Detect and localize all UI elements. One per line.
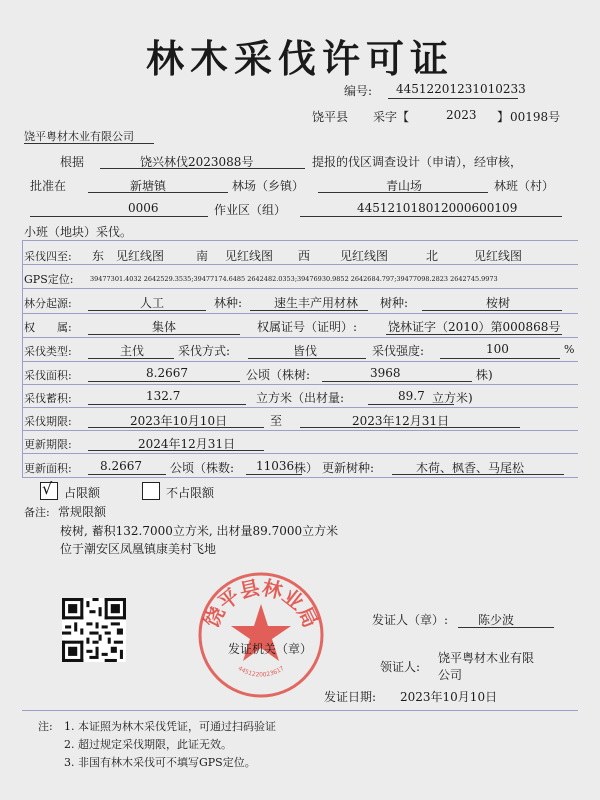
issue-date-label: 发证日期: [324, 690, 377, 704]
renew-period-value: 2024年12月31日 [138, 437, 236, 451]
gps-label: GPS定位: [24, 273, 74, 286]
boundary-west-label: 西 [298, 249, 311, 263]
seal-text: 饶平县林业局 [199, 575, 323, 632]
harvest-intensity-label: 采伐强度: [372, 344, 425, 358]
harvest-type-label: 采伐类型: [24, 345, 72, 358]
remarks-line1: 常规限额 [58, 505, 107, 519]
checkmark-icon: √ [42, 479, 53, 498]
forest-type-label: 林种: [214, 296, 243, 310]
permit-char: 采字【 [373, 110, 410, 124]
quota-checked-label: 占限额 [64, 486, 101, 500]
workarea-id: 44512101801200060010​9 [357, 201, 518, 215]
renew-area-unit: 公顷（株数: [170, 461, 235, 475]
period-start: 2023年10月10日 [130, 414, 228, 428]
note-2: 2. 超过规定采伐期限，此证无效。 [64, 738, 232, 751]
area-value: 8.2667 [146, 366, 188, 380]
seal-code: 4451220023617 [236, 664, 286, 679]
boundary-north-label: 北 [426, 249, 439, 263]
workarea-code: 0006 [128, 201, 159, 215]
boundary-east-label: 东 [92, 249, 105, 263]
remarks-label: 备注: [24, 506, 50, 519]
area-unit: 公顷（株树: [246, 368, 311, 382]
harvest-method-label: 采伐方式: [178, 344, 231, 358]
quota-checkbox-checked[interactable] [40, 479, 58, 500]
serial-number: 4451220123101023​3 [396, 82, 526, 96]
boundary-label: 采伐四至: [24, 250, 72, 263]
permit-bracket-close: 】 [497, 110, 510, 124]
boundary-east: 见红线图 [116, 249, 165, 263]
approve-town: 新塘镇 [130, 179, 167, 193]
basis-label: 根据 [60, 155, 85, 169]
period-to: 至 [270, 414, 283, 428]
origin-value: 人工 [140, 296, 165, 310]
boundary-west: 见红线图 [340, 249, 389, 263]
boundary-south-label: 南 [196, 249, 209, 263]
renew-area-trees: 11036 [256, 459, 295, 473]
gps-value: 39477301.4032 2642529.3535;39477174.6485 2642482.0353;39476930.9852 2642684.797;39477098.2823 2642745.9973 [90, 275, 498, 283]
notes-label: 注: [38, 720, 53, 733]
workarea-label: 作业区（组） [214, 203, 287, 217]
approve-label: 批准在 [30, 179, 67, 193]
basis-doc: 饶兴林伐2023088号 [140, 155, 254, 169]
permit-year: 2023 [446, 108, 477, 122]
receiver-label: 领证人: [380, 660, 421, 674]
area-trees: 3968 [370, 366, 401, 380]
permit-title: 林木采伐许可证 [145, 36, 454, 81]
farm-label: 林场（乡镇） [232, 179, 305, 193]
authority-label: 发证机关（章） [228, 642, 313, 656]
area-label: 采伐面积: [24, 369, 72, 382]
remarks-line2: 桉树, 蓄积132.7000立方米, 出材量89.7000立方米 [60, 524, 339, 538]
period-end: 2023年12月31日 [352, 414, 450, 428]
intensity-pct: % [564, 343, 575, 356]
volume-unit: 立方米（出材量: [256, 391, 345, 405]
cert-label: 权属证号（证明）: [257, 320, 358, 334]
volume-value: 132.7 [146, 389, 181, 403]
species-label: 树种: [380, 296, 409, 310]
issuer-label: 发证人（章）: [372, 613, 449, 627]
volume-yield: 89.7 [398, 389, 425, 403]
remarks-line3: 位于潮安区凤凰镇康美村飞地 [60, 542, 217, 556]
official-seal [196, 570, 326, 700]
boundary-north: 见红线图 [474, 249, 523, 263]
receiver-name-2: 公司 [438, 668, 463, 682]
basis-text: 提报的伐区调查设计（申请），经审核， [312, 155, 523, 169]
permit-number: 00198号 [510, 110, 561, 124]
renew-area-label: 更新面积: [24, 462, 72, 475]
ownership-value: 集体 [152, 320, 177, 334]
company-name: 饶平粤材木业有限公司 [24, 130, 134, 143]
class-label: 林班（村） [494, 179, 555, 193]
county: 饶平县 [312, 110, 349, 124]
volume-label: 采伐蓄积: [24, 392, 72, 405]
boundary-south: 见红线图 [225, 249, 274, 263]
renew-area-value: 8.2667 [100, 459, 142, 473]
renew-period-label: 更新期限: [24, 438, 72, 451]
farm-name: 青山场 [386, 179, 423, 193]
serial-label: 编号: [344, 84, 373, 98]
issuer-name: 陈少波 [478, 613, 515, 627]
qr-code[interactable] [62, 598, 126, 662]
receiver-name-1: 饶平粤材木业有限 [438, 651, 535, 665]
volume-close: 立方米) [432, 391, 473, 405]
quota-checkbox-unchecked[interactable] [142, 482, 160, 500]
note-1: 1. 本证照为林木采伐凭证，可通过扫码验证 [64, 720, 276, 733]
cert-number: 饶林证字（2010）第000868号 [388, 320, 561, 334]
renew-species: 木荷、枫香、马尾松 [416, 461, 525, 475]
origin-label: 林分起源: [24, 297, 72, 310]
renew-area-close: 株） [294, 461, 319, 475]
harvest-type: 主伐 [120, 344, 145, 358]
harvest-intensity: 100 [486, 342, 509, 356]
renew-species-label: 更新树种: [322, 461, 375, 475]
ownership-label: 权 属: [24, 321, 72, 334]
quota-unchecked-label: 不占限额 [166, 486, 215, 500]
species-value: 桉树 [486, 296, 511, 310]
forest-type: 速生丰产用材林 [274, 296, 359, 310]
svg-text:4451220023617 [237, 665, 286, 679]
note-3: 3. 非国有林木采伐可不填写GPS定位。 [64, 756, 256, 769]
period-label: 采伐期限: [24, 415, 72, 428]
area-close: 株) [476, 368, 493, 382]
issue-date: 2023年10月10日 [400, 690, 498, 704]
harvest-method: 皆伐 [293, 344, 318, 358]
subplot-text: 小班（地块）采伐。 [24, 225, 133, 239]
